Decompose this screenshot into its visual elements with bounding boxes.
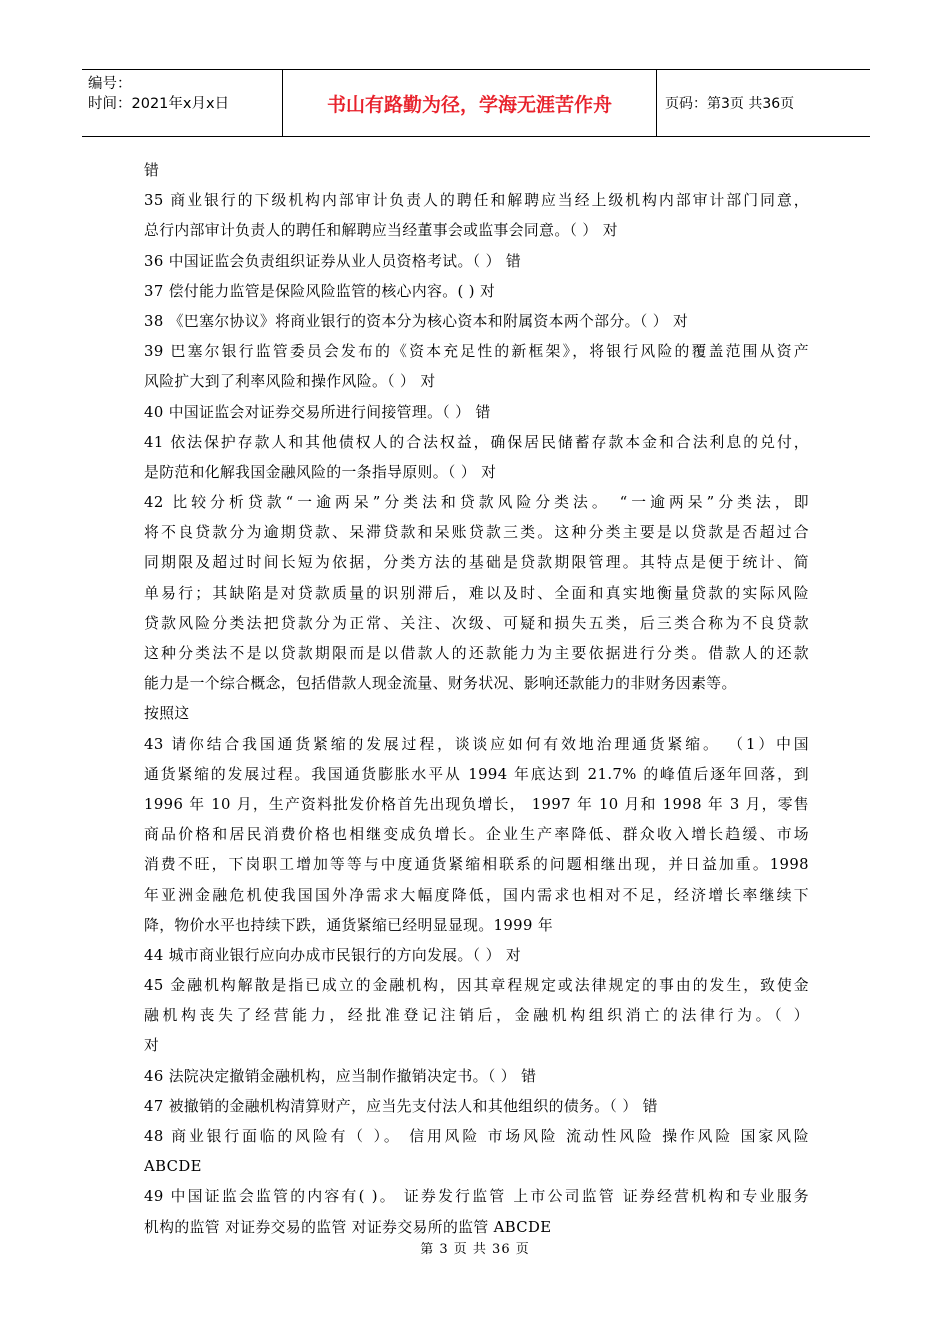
document-time-label: 时间：2021年x月x日 bbox=[88, 96, 230, 112]
text-line: 融机构丧失了经营能力，经批准登记注销后，金融机构组织消亡的法律行为。（ ） bbox=[144, 1007, 809, 1025]
text-line: 这种分类法不是以贷款期限而是以借款人的还款能力为主要依据进行分类。借款人的还款 bbox=[144, 645, 809, 662]
text-line: 39 巴塞尔银行监管委员会发布的《资本充足性的新框架》，将银行风险的覆盖范围从资产 bbox=[144, 343, 809, 361]
document-body bbox=[144, 156, 809, 1243]
text-line: 单易行；其缺陷是对贷款质量的识别滞后，难以及时、全面和真实地衡量贷款的实际风险 bbox=[144, 584, 809, 602]
text-line: 将不良贷款分为逾期贷款、呆滞贷款和呆账贷款三类。这种分类主要是以贷款是否超过合 bbox=[144, 524, 809, 542]
text-line: 能力是一个综合概念，包括借款人现金流量、财务状况、影响还款能力的非财务因素等。 bbox=[144, 675, 737, 693]
text-line: 41 依法保护存款人和其他债权人的合法权益，确保居民储蓄存款本金和合法利息的兑付， bbox=[144, 433, 809, 451]
text-line: 35 商业银行的下级机构内部审计负责人的聘任和解聘应当经上级机构内部审计部门同意， bbox=[144, 192, 809, 210]
text-line: 机构的监管 对证券交易的监管 对证券交易所的监管 ABCDE bbox=[144, 1218, 552, 1236]
text-line: 年亚洲金融危机使我国国外净需求大幅度降低，国内需求也相对不足，经济增长率继续下 bbox=[144, 886, 809, 904]
text-line: 49 中国证监会监管的内容有( )。 证券发行监管 上市公司监管 证券经营机构和专业服务 bbox=[144, 1188, 809, 1206]
page-footer: 第 3 页 共 36 页 bbox=[420, 1242, 530, 1257]
text-line: 对 bbox=[144, 1037, 160, 1055]
document-number-label: 编号： bbox=[88, 76, 132, 92]
text-line: 40 中国证监会对证券交易所进行间接管理。（ ） 错 bbox=[144, 403, 491, 421]
text-line: 通货紧缩的发展过程。我国通货膨胀水平从 1994 年底达到 21.7% 的峰值后逐年回落，到 bbox=[144, 765, 809, 783]
text-line: 错 bbox=[144, 162, 160, 179]
text-line: 1996 年 10 月，生产资料批发价格首先出现负增长， 1997 年 10 月和 1998 年 3 月，零售 bbox=[144, 795, 809, 813]
text-line: 是防范和化解我国金融风险的一条指导原则。（ ） 对 bbox=[144, 463, 497, 481]
text-line: 45 金融机构解散是指已成立的金融机构，因其章程规定或法律规定的事由的发生，致使金 bbox=[144, 977, 809, 995]
text-line: 按照这 bbox=[144, 705, 190, 723]
text-line: 消费不旺，下岗职工增加等等与中度通货紧缩相联系的问题相继出现，并日益加重。1998 bbox=[144, 856, 809, 874]
page-header bbox=[82, 69, 870, 137]
text-line: 降，物价水平也持续下跌，通货紧缩已经明显显现。1999 年 bbox=[144, 916, 554, 934]
text-line: 37 偿付能力监管是保险风险监管的核心内容。( ) 对 bbox=[144, 282, 496, 300]
text-line: 商品价格和居民消费价格也相继变成负增长。企业生产率降低、群众收入增长趋缓、市场 bbox=[144, 826, 809, 844]
header-meta bbox=[82, 70, 282, 136]
text-line: 43 请你结合我国通货紧缩的发展过程，谈谈应如何有效地治理通货紧缩。 （1）中国 bbox=[144, 735, 809, 753]
text-line: ABCDE bbox=[144, 1158, 202, 1176]
text-line: 48 商业银行面临的风险有（ ）。 信用风险 市场风险 流动性风险 操作风险 国家风险 bbox=[144, 1128, 809, 1145]
text-line: 贷款风险分类法把贷款分为正常、关注、次级、可疑和损失五类，后三类合称为不良贷款 bbox=[144, 614, 809, 632]
text-line: 47 被撤销的金融机构清算财产，应当先支付法人和其他组织的债务。（ ） 错 bbox=[144, 1097, 658, 1115]
text-line: 38 《巴塞尔协议》将商业银行的资本分为核心资本和附属资本两个部分。（ ） 对 bbox=[144, 312, 689, 330]
text-line: 36 中国证监会负责组织证券从业人员资格考试。（ ） 错 bbox=[144, 252, 522, 270]
text-line: 总行内部审计负责人的聘任和解聘应当经董事会或监事会同意。（ ） 对 bbox=[144, 222, 618, 240]
text-line: 风险扩大到了利率风险和操作风险。（ ） 对 bbox=[144, 373, 436, 391]
text-line: 46 法院决定撤销金融机构，应当制作撤销决定书。（ ） 错 bbox=[144, 1067, 537, 1085]
header-motto: 书山有路勤为径，学海无涯苦作舟 bbox=[282, 70, 657, 136]
header-page-number: 页码：第3页 共36页 bbox=[665, 96, 795, 112]
text-line: 44 城市商业银行应向办成市民银行的方向发展。（ ） 对 bbox=[144, 946, 522, 964]
text-line: 同期限及超过时间长短为依据，分类方法的基础是贷款期限管理。其特点是便于统计、简 bbox=[144, 554, 809, 572]
text-line: 42 比较分析贷款“一逾两呆”分类法和贷款风险分类法。 “一逾两呆”分类法，即 bbox=[144, 494, 809, 512]
